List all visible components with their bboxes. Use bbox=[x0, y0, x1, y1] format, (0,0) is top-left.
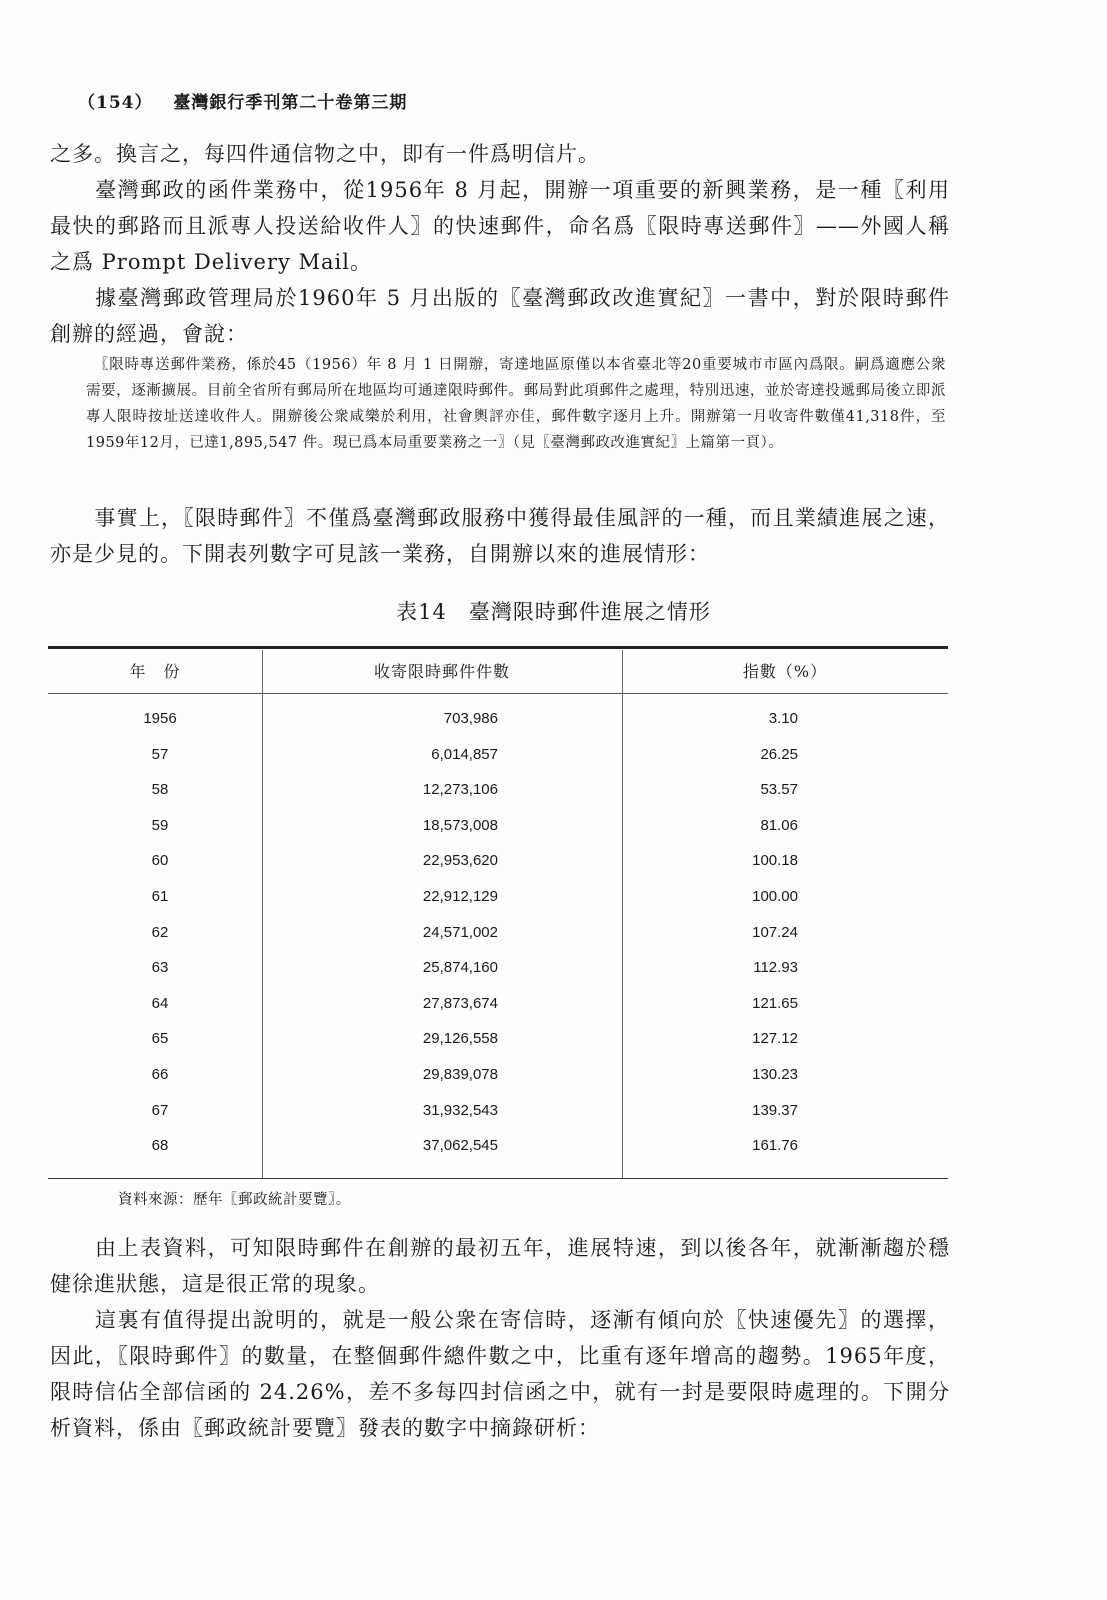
cell-index: 161.76 bbox=[752, 1137, 798, 1155]
cell-index: 81.06 bbox=[760, 816, 798, 834]
table-row bbox=[48, 880, 948, 916]
cell-year: 62 bbox=[151, 923, 169, 941]
header-index: 指數（%） bbox=[742, 662, 828, 681]
block-quote: 〖限時專送郵件業務，係於45（1956）年 8 月 1 日開辦，寄達地區原僅以本省臺北等20重要城市市區內爲限。嗣爲適應公衆需要，逐漸擴展。目前全省所有郵局所在地區均可通達限時郵件。郵局對此項郵件之處理，特別迅速，並於寄達投遞郵局後立即派專人限時按址送達收件人。開辦後公衆咸樂於利用，社會輿評亦佳，郵件數字逐月上升。開辦第一月收寄件數僅41,318件，至1959年12月，已達1,895,547 件。現已爲本局重要業務之一〗（見〖臺灣郵政改進實紀〗上篇第一頁）。 bbox=[86, 357, 946, 451]
table-bottom-rule bbox=[48, 1178, 948, 1179]
paragraph-6: 這裏有值得提出說明的，就是一般公衆在寄信時，逐漸有傾向於〖快速優先〗的選擇，因此，〖限時郵件〗的數量，在整個郵件總件數之中，比重有逐年增高的趨勢。1965年度，限時信佔全部信函的 24.26%，差不多每四封信函之中，就有一封是要限時處理的。下開分析資料，係由〖郵政統計要覽〗發表的數字中摘錄研析： bbox=[50, 1308, 950, 1440]
cell-count: 24,571,002 bbox=[422, 923, 498, 941]
table-row bbox=[48, 1094, 948, 1130]
cell-count: 37,062,545 bbox=[422, 1137, 498, 1155]
cell-year: 65 bbox=[151, 1030, 169, 1048]
cell-index: 26.25 bbox=[760, 745, 798, 763]
table-row bbox=[48, 702, 948, 738]
table-title: 表14 臺灣限時郵件進展之情形 bbox=[396, 600, 711, 624]
table-row bbox=[48, 1022, 948, 1058]
cell-year: 68 bbox=[151, 1137, 169, 1155]
page-number: （154） bbox=[78, 93, 153, 113]
cell-year: 58 bbox=[151, 781, 169, 799]
cell-year: 60 bbox=[151, 852, 169, 870]
table-row bbox=[48, 1058, 948, 1094]
cell-index: 112.93 bbox=[753, 959, 798, 977]
cell-count: 12,273,106 bbox=[422, 781, 498, 799]
header-count: 收寄限時郵件件數 bbox=[373, 662, 510, 681]
cell-index: 100.00 bbox=[752, 887, 798, 905]
journal-title: 臺灣銀行季刊第二十卷第三期 bbox=[173, 93, 408, 113]
cell-year: 1956 bbox=[143, 710, 177, 727]
cell-index: 53.57 bbox=[760, 781, 798, 799]
cell-count: 6,014,857 bbox=[431, 745, 498, 763]
cell-index: 130.23 bbox=[752, 1065, 798, 1083]
table-row bbox=[48, 809, 948, 845]
table-body bbox=[48, 702, 948, 1165]
paragraph-4: 事實上，〖限時郵件〗不僅爲臺灣郵政服務中獲得最佳風評的一種，而且業績進展之速，亦是少見的。下開表列數字可見該一業務，自開辦以來的進展情形： bbox=[50, 506, 950, 566]
paragraph-5: 由上表資料，可知限時郵件在創辦的最初五年，進展特速，到以後各年，就漸漸趨於穩健徐進狀態，這是很正常的現象。 bbox=[50, 1236, 950, 1296]
cell-count: 29,839,078 bbox=[422, 1065, 498, 1083]
cell-year: 57 bbox=[151, 745, 169, 763]
cell-count: 22,953,620 bbox=[422, 852, 498, 870]
cell-year: 67 bbox=[151, 1101, 169, 1119]
cell-year: 61 bbox=[151, 887, 169, 905]
cell-index: 139.37 bbox=[752, 1101, 798, 1119]
cell-index: 100.18 bbox=[752, 852, 798, 870]
table-top-rule bbox=[48, 646, 948, 649]
table-row bbox=[48, 844, 948, 880]
table-source: 資料來源：歷年〖郵政統計要覽〗。 bbox=[118, 1192, 351, 1208]
table-row bbox=[48, 1129, 948, 1165]
cell-count: 18,573,008 bbox=[422, 816, 498, 834]
table-row bbox=[48, 951, 948, 987]
cell-index: 3.10 bbox=[768, 710, 798, 727]
cell-index: 107.24 bbox=[752, 923, 798, 941]
table-row bbox=[48, 773, 948, 809]
header-year: 年 份 bbox=[129, 662, 181, 681]
table-header-rule bbox=[48, 693, 948, 694]
cell-count: 703,986 bbox=[443, 710, 498, 727]
paragraph-3: 據臺灣郵政管理局於1960年 5 月出版的〖臺灣郵政改進實紀〗一書中，對於限時郵件創辦的經過，會說： bbox=[50, 286, 950, 346]
cell-year: 64 bbox=[151, 994, 169, 1012]
cell-index: 127.12 bbox=[752, 1030, 798, 1048]
cell-count: 25,874,160 bbox=[422, 959, 498, 977]
cell-year: 59 bbox=[151, 816, 169, 834]
table-row bbox=[48, 987, 948, 1023]
cell-count: 27,873,674 bbox=[422, 994, 498, 1012]
paragraph-2: 臺灣郵政的函件業務中，從1956年 8 月起，開辦一項重要的新興業務，是一種〖利用最快的郵路而且派專人投送給收件人〗的快速郵件，命名爲〖限時專送郵件〗——外國人稱之爲 Prompt Delivery Mail。 bbox=[50, 178, 950, 274]
table-row bbox=[48, 916, 948, 952]
page-header bbox=[78, 88, 407, 113]
cell-year: 66 bbox=[151, 1065, 169, 1083]
paragraph-1: 之多。換言之，每四件通信物之中，即有一件爲明信片。 bbox=[50, 142, 600, 166]
table-row bbox=[48, 738, 948, 774]
cell-year: 63 bbox=[151, 959, 169, 977]
cell-count: 22,912,129 bbox=[422, 887, 498, 905]
cell-count: 31,932,543 bbox=[422, 1101, 498, 1119]
cell-index: 121.65 bbox=[752, 994, 798, 1012]
cell-count: 29,126,558 bbox=[422, 1030, 498, 1048]
